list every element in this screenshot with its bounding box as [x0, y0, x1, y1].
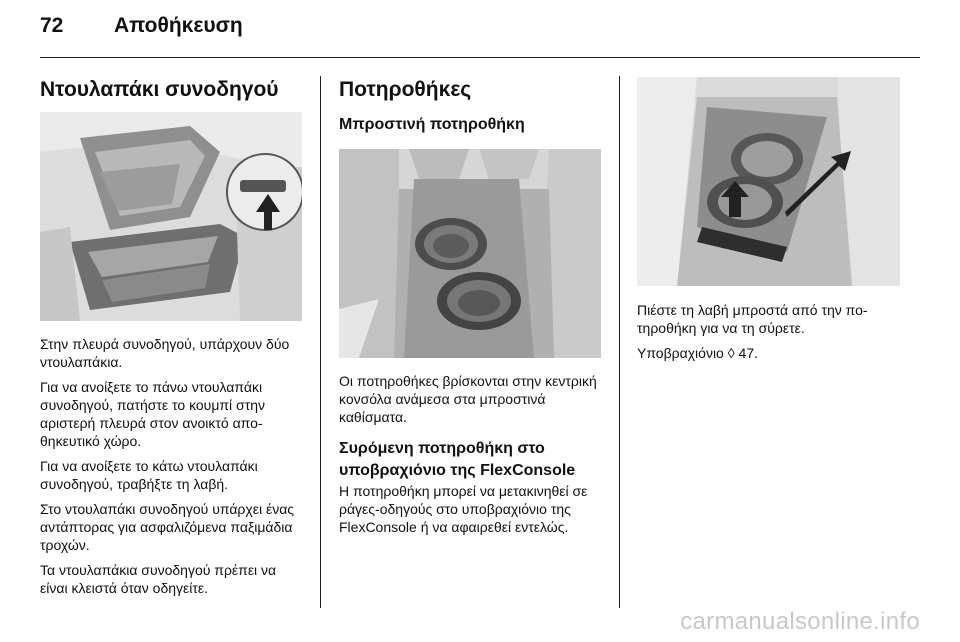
- left-column: [40, 77, 305, 604]
- glovebox-paragraph-1: Στην πλευρά συνοδηγού, υπάρχουν δύο ντουλαπάκια.: [40, 336, 290, 370]
- glovebox-illustration: [40, 112, 302, 321]
- glovebox-paragraph-5: Τα ντουλαπάκια συνοδηγού πρέπει να είναι κλειστά όταν οδηγείτε.: [40, 562, 277, 596]
- front-cupholder-text: Οι ποτηροθήκες βρίσκονται στην κεντρική κονσόλα ανάμεσα στα μπροστινά καθίσματα.: [339, 373, 597, 425]
- glovebox-paragraph-3: Για να ανοίξετε το κάτω ντουλαπάκι συνοδηγού, τραβήξτε τη λαβή.: [40, 458, 258, 492]
- section-title: Αποθήκευση: [114, 14, 243, 37]
- reference-page-link[interactable]: 47.: [738, 345, 759, 361]
- front-cupholder-illustration: [339, 149, 601, 358]
- watermark: carmanualsonline.info: [680, 608, 920, 635]
- page-number: 72: [40, 14, 64, 37]
- right-column: [637, 77, 902, 369]
- header-rule: [40, 57, 920, 58]
- glovebox-paragraph-4: Στο ντουλαπάκι συνοδηγού υπάρχει ένας αντάπτορας για ασφαλιζόμενα παξιμάδια τροχών.: [40, 501, 295, 553]
- middle-column: [339, 77, 603, 543]
- reference-label: Υποβραχιόνιο: [637, 345, 724, 361]
- front-cupholder-subheading: Μπροστινή ποτηροθήκη: [339, 116, 525, 133]
- glovebox-paragraph-2: Για να ανοίξετε το πάνω ντουλαπάκι συνοδηγού, πατήστε το κουμπί στην αριστερή πλευρά στον ανοικτό αποθηκευτικό χώρο.: [40, 379, 266, 449]
- armrest-reference: [637, 344, 902, 362]
- sliding-instruction-text: Πιέστε τη λαβή μπροστά από την ποτηροθήκη για να τη σύρετε.: [637, 302, 868, 336]
- cupholders-heading: Ποτηροθήκες: [339, 78, 472, 101]
- glovebox-heading: Ντουλαπάκι συνοδηγού: [40, 78, 279, 101]
- sliding-cupholder-illustration: [637, 77, 900, 286]
- column-divider-left: [320, 76, 321, 608]
- column-divider-right: [619, 76, 620, 608]
- page-header: [40, 14, 243, 38]
- sliding-cupholder-subheading: Συρόμενη ποτηροθήκη στο υποβραχιόνιο της FlexConsole: [339, 440, 576, 479]
- sliding-cupholder-text: Η ποτηροθήκη μπορεί να μετακινηθεί σε ράγες-οδηγούς στο υποβραχιόνιο της FlexConsole ή να αφαιρεθεί εντελώς.: [339, 483, 588, 535]
- reference-arrow-icon: ◊: [727, 345, 735, 361]
